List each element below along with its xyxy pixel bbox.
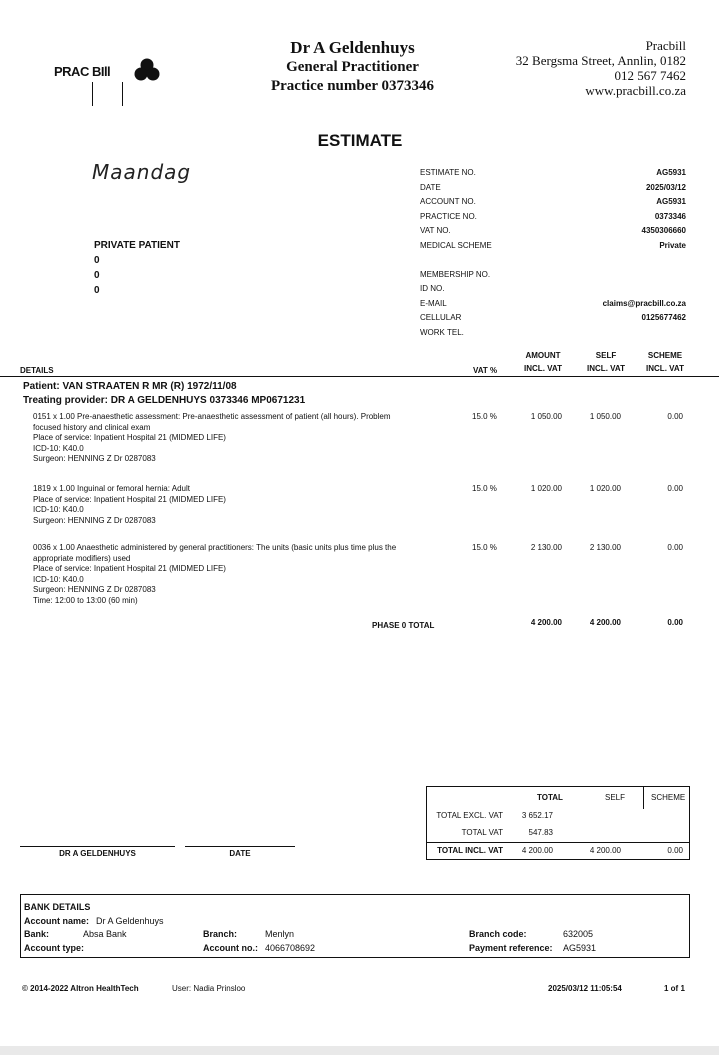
- account-no-label: Account no.:: [203, 943, 258, 953]
- info-row: [420, 197, 686, 211]
- totals-box: [426, 786, 690, 860]
- item-vat: 15.0 %: [472, 484, 497, 493]
- totals-scheme: 0.00: [667, 846, 683, 855]
- info-label: PRACTICE NO.: [420, 211, 477, 221]
- bank-label: Bank:: [24, 929, 50, 939]
- info-row: [420, 270, 686, 284]
- table-header-divider: [0, 376, 719, 377]
- item-scheme: 0.00: [667, 484, 683, 493]
- item-self: 1 050.00: [589, 412, 621, 421]
- item-self: 1 020.00: [589, 484, 621, 493]
- logo: [52, 52, 164, 108]
- info-value: 0373346: [654, 211, 686, 221]
- item-scheme: 0.00: [667, 543, 683, 552]
- info-label: CELLULAR: [420, 313, 462, 322]
- account-type-label: Account type:: [24, 943, 85, 953]
- info-row: [420, 299, 686, 313]
- account-name-value: Dr A Geldenhuys: [96, 916, 164, 926]
- col-vat: VAT %: [473, 366, 498, 375]
- item-amount: 1 020.00: [530, 484, 562, 493]
- doctor-name: Dr A Geldenhuys: [290, 38, 415, 57]
- footer-page: 1 of 1: [664, 984, 685, 993]
- info-label: MEMBERSHIP NO.: [420, 269, 491, 279]
- footer-copyright: © 2014-2022 Altron HealthTech: [22, 984, 139, 993]
- company-phone: 012 567 7462: [614, 68, 686, 83]
- item-self: 2 130.00: [589, 543, 621, 552]
- info-row: [420, 313, 686, 327]
- info-label: ACCOUNT NO.: [420, 197, 476, 206]
- info-row: [420, 183, 686, 197]
- signature-label-date: DATE: [229, 849, 251, 858]
- patient-address-line: 0: [94, 270, 100, 281]
- patient-address-line: 0: [94, 285, 100, 296]
- totals-header-scheme: SCHEME: [651, 793, 686, 802]
- bank-value: Absa Bank: [83, 929, 127, 939]
- patient-line: Patient: VAN STRAATEN R MR (R) 1972/11/08: [23, 381, 237, 392]
- item-icd: ICD-10: K40.0: [33, 574, 84, 584]
- doctor-title: General Practitioner: [286, 59, 419, 75]
- col-self: SELF INCL. VAT: [587, 351, 625, 373]
- info-row: [420, 168, 686, 182]
- totals-value: 3 652.17: [521, 811, 553, 820]
- doctor-block: [240, 38, 465, 96]
- payment-ref-value: AG5931: [563, 943, 597, 953]
- info-value[interactable]: claims@pracbill.co.za: [602, 298, 686, 308]
- info-value: Private: [659, 240, 686, 250]
- line-item: [0, 543, 719, 613]
- totals-self: 4 200.00: [589, 846, 621, 855]
- col-details: DETAILS: [20, 366, 54, 375]
- info-label: MEDICAL SCHEME: [420, 240, 492, 250]
- signature-line-left: [20, 846, 175, 847]
- item-icd: ICD-10: K40.0: [33, 443, 84, 453]
- scan-edge: [0, 1046, 719, 1055]
- phase-total-label: PHASE 0 TOTAL: [372, 621, 435, 630]
- info-label: ID NO.: [420, 284, 445, 293]
- line-item: [0, 412, 719, 472]
- info-label: ESTIMATE NO.: [420, 168, 476, 177]
- handwritten-note: Maandag: [92, 160, 192, 184]
- patient-address-line: 0: [94, 255, 100, 266]
- document-title: ESTIMATE: [317, 131, 403, 150]
- item-description: focused history and clinical exam: [33, 422, 151, 432]
- patient-block: [94, 238, 180, 298]
- signature-label-doctor: DR A GELDENHUYS: [59, 849, 136, 858]
- info-row: [420, 241, 686, 255]
- info-value: 4350306660: [641, 226, 686, 235]
- totals-label: TOTAL VAT: [461, 828, 503, 837]
- logo-mark-icon: [132, 56, 162, 86]
- item-surgeon: Surgeon: HENNING Z Dr 0287083: [33, 454, 156, 463]
- phase-total-row: [0, 618, 719, 632]
- info-row: [420, 212, 686, 226]
- info-label: WORK TEL.: [420, 327, 464, 337]
- totals-value: 4 200.00: [521, 846, 553, 855]
- item-icd: ICD-10: K40.0: [33, 505, 84, 514]
- practice-number: Practice number 0373346: [270, 78, 435, 94]
- phase-total-amount: 4 200.00: [530, 618, 562, 627]
- totals-header-self: SELF: [605, 793, 626, 802]
- patient-type-heading: PRIVATE PATIENT: [94, 240, 180, 251]
- item-description: 0151 x 1.00 Pre-anaesthetic assessment: Pre-anaesthetic assessment of patient (all hours). Problem: [33, 412, 391, 421]
- payment-ref-label: Payment reference:: [469, 943, 553, 953]
- item-surgeon: Surgeon: HENNING Z Dr 0287083: [33, 585, 156, 594]
- totals-label: TOTAL EXCL. VAT: [436, 811, 503, 820]
- provider-line: Treating provider: DR A GELDENHUYS 0373346 MP0671231: [23, 395, 306, 406]
- line-item: [0, 484, 719, 534]
- totals-value: 547.83: [528, 828, 553, 837]
- item-place: Place of service: Inpatient Hospital 21 (MIDMED LIFE): [33, 564, 226, 573]
- company-name: Pracbill: [645, 38, 686, 53]
- item-vat: 15.0 %: [472, 412, 497, 421]
- phase-total-self: 4 200.00: [589, 618, 621, 627]
- branch-value: Menlyn: [265, 929, 295, 939]
- item-place: Place of service: Inpatient Hospital 21 (MIDMED LIFE): [33, 494, 226, 504]
- info-label: DATE: [420, 182, 441, 192]
- info-label: E-MAIL: [420, 298, 447, 308]
- item-scheme: 0.00: [667, 412, 683, 421]
- footer-timestamp: 2025/03/12 11:05:54: [548, 984, 622, 993]
- footer-user: User: Nadia Prinsloo: [172, 984, 246, 993]
- bank-details: [20, 894, 690, 958]
- item-description: 0036 x 1.00 Anaesthetic administered by general practitioners: The units (basic units plus time plus the: [33, 543, 397, 552]
- info-row: [420, 226, 686, 240]
- item-description: appropriate modifiers) used: [33, 553, 131, 563]
- item-amount: 1 050.00: [530, 412, 562, 421]
- branch-label: Branch:: [203, 929, 238, 939]
- item-vat: 15.0 %: [472, 543, 497, 552]
- info-row: [420, 328, 686, 342]
- totals-label: TOTAL INCL. VAT: [437, 846, 503, 855]
- info-label: VAT NO.: [420, 226, 451, 235]
- company-website[interactable]: www.pracbill.co.za: [585, 83, 686, 98]
- branch-code-value: 632005: [563, 929, 594, 939]
- account-name-label: Account name:: [24, 916, 90, 926]
- branch-code-label: Branch code:: [469, 929, 527, 939]
- item-surgeon: Surgeon: HENNING Z Dr 0287083: [33, 515, 156, 525]
- col-scheme: SCHEME INCL. VAT: [646, 351, 684, 373]
- col-amount: AMOUNT INCL. VAT: [524, 351, 562, 373]
- phase-total-scheme: 0.00: [667, 618, 683, 627]
- item-time: Time: 12:00 to 13:00 (60 min): [33, 595, 138, 605]
- table-header: [0, 346, 719, 378]
- info-value: AG5931: [656, 168, 686, 177]
- info-value: 2025/03/12: [645, 182, 686, 192]
- info-value: 0125677462: [641, 313, 686, 322]
- item-amount: 2 130.00: [530, 543, 562, 552]
- item-place: Place of service: Inpatient Hospital 21 (MIDMED LIFE): [33, 433, 226, 442]
- info-row: [420, 284, 686, 298]
- footer: [0, 984, 719, 998]
- info-value: AG5931: [656, 197, 686, 206]
- totals-header-total: TOTAL: [537, 793, 563, 802]
- bank-heading: BANK DETAILS: [24, 902, 91, 912]
- item-description: 1819 x 1.00 Inguinal or femoral hernia: Adult: [33, 484, 190, 493]
- company-address: 32 Bergsma Street, Annlin, 0182: [515, 53, 686, 68]
- signature-line-right: [185, 846, 295, 847]
- logo-text: PRAC BIll: [54, 64, 111, 79]
- account-no-value: 4066708692: [265, 943, 316, 953]
- company-block: [470, 38, 686, 98]
